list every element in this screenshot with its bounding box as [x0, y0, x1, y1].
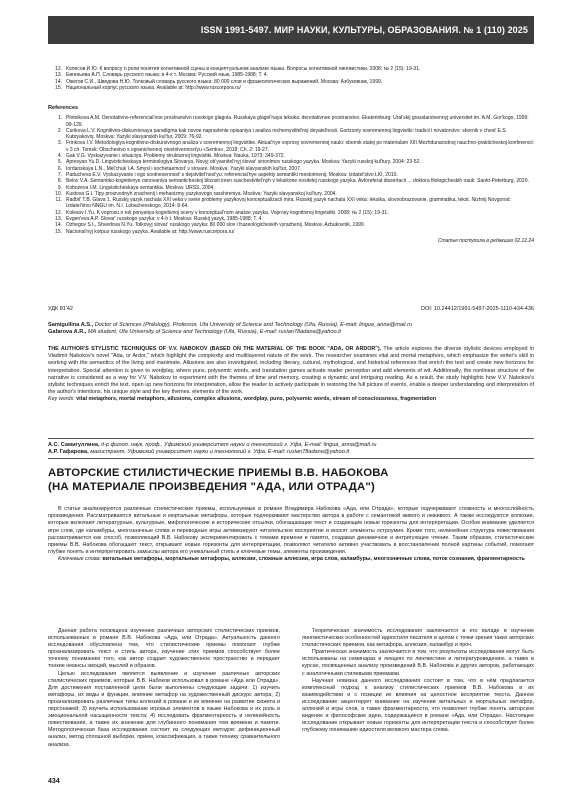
reference-item: 15. Национальный корпус русского языка. Available at: http://www.ruscorpora.ru/	[55, 84, 241, 91]
doi: DOI: 10.24412/1991-5497-2025-1110-434-436	[421, 306, 534, 312]
reference-item: 5. Apresyan Yu.D. Lingvisticheskaya terminologiya Slovarya. Novyj ob'yasnitel'nyj slovar' sinonimov russkogo yazyka. Moskva: Yazyki russkoj kul'tury, 2004: 23-52.	[57, 159, 421, 166]
authors-english	[48, 322, 534, 336]
article-title-russian: АВТОРСКИЕ СТИЛИСТИЧЕСКИЕ ПРИЕМЫ В.В. НАБОКОВА (НА МАТЕРИАЛЕ ПРОИЗВЕДЕНИЯ "АДА, ИЛИ ОТРАДА")	[48, 467, 389, 493]
reference-item: 7. Paducheva E.V. Vyskazyvanie i ego sootnesennost' s dejstvitel'nost'yu: referencial'nye aspekty semantiki mestoimenij. Moskva: Izdatel'stvo LKI, 2010.	[57, 171, 398, 178]
reference-item: 9. Kobozeva I.M. Lingvisticheskaya semantika. Moskva: URSS, 2004.	[57, 184, 215, 191]
reference-item: 12. Колесов И.Ю. К вопросу о роли понятия когнитивной сцены в концептуальном анализе языка. Вопросы когнитивной лингвистики. 2008; № 2 (15): 19-31.	[55, 66, 421, 72]
paragraph: Данная работа посвящена изучению различных авторских стилистических приемов, использованных в романе В.В. Набокова «Ада, или Отрада». Актуальность данного исследования обусловлена тем, что стилистические приемы помогают глубже проанализировать текст и стиль автора, изучение этих приемов способствует более точному пониманию того, как автор создает художественное пространство и передает тонкие нюансы эмоций, мыслей и образов.	[48, 628, 280, 670]
divider	[48, 458, 534, 459]
page-number: 434	[48, 778, 60, 785]
paragraph: Практическая значимость заключается в том, что результаты исследования могут быть использованы на семинарах и лекциях по лингвистике и литературоведению, а также в курсах, посвященных анализу произведений В.В. Набокова и других авторов, работающих с аналогичными стилевыми приемами.	[302, 649, 534, 677]
reference-item: 14. Ожегов С.И., Шведова Н.Ю. Толковый словарь русского языка: 80 000 слов и фразеологических выражений. Москва: Азбуковник, 1999.	[55, 78, 383, 85]
references-list	[48, 115, 534, 235]
reference-item: 13. Evgen'eva A.P. Slovar' russkogo yazyka: v 4-h t. Moskva: Russkij yazyk, 1985-1988; T. 4.	[55, 216, 263, 223]
abstract-russian-body: В статье анализируются различные стилистические приемы, используемые в романе Владимира Набокова «Ада, или Отрада», которые подчеркивают сложность и многослойность произведения. Рассматриваются витальные и мортальные метафоры, которые подчеркивают мастерство автора в работе с семантикой живого и неживого. А также исследуются аллюзии, которые включают литературные, культурные, мифологические и исторические отсылки, обогащающие текст и создающие новые горизонты для интерпретации. Особое внимание уделяется игре слов, где каламбуры, многозначные слова и переводные игры активизируют читательское восприятие и вносят элементы остроумия. Кроме того, нелинейная структура повествования рассматривается как способ, позволяющий В.В. Набокову экспериментировать с темами времени и памяти, создавая динамичное и интригующее чтение. Таким образом, стилистические приемы В.В. Набокова обогащают текст, открывают новые горизонты для интерпретации, позволяют читателю активно участвовать в восстановлении полной картины событий, помогают глубже понять и интерпретировать замыслы автора его уникальный стиль и ключевые темы, элементы произведения.	[48, 506, 534, 556]
reference-item: 3. Frinkova I.V. Metodologiya kognitivno-diskursivnogo analiza v sovremennoj lingvistike. Aktual'nye voprosy sovremennoj nauki: sbornik statej po materialam XIII Mezhdunarodnoj nauchno-prakticheskoj konferencii: v 3 ch. Tomsk: Obschestvo s ogranichennoj otvetstvennosťyu «Sentra», 2018; Ch. 2: 19-27.	[57, 140, 534, 153]
abstract-english-body: THE AUTHOR'S STYLISTIC TECHNIQUES OF V.V. NABOKOV (BASED ON THE MATERIAL OF THE BOOK "ADA, OR ARDOR"). The article explores the diverse stylistic devices employed in Vladimir Nabokov's novel "Ada, or Ardor," which highlight the complexity and multilayered nature of the work. The researcher examines vital and mortal metaphors, which emphasize the writer's skill in working with the semantics of the living and inanimate. Allusions are also investigated, including literary, cultural, mythological, and historical references that enrich the text and create new horizons for interpretation. Special attention is given to wordplay, where puns, polysemic words, and translation games activate reader perception and add elements of wit. Additionally, the nonlinear structure of the narrative is considered as a way for V.V. Nabokov to experiment with the themes of time and memory, creating a dynamic and intriguing reading. As a result, the study highlights how V.V. Nabokov's stylistic techniques enrich the text, open up new horizons for interpretation, allow the reader to actively participate in restoring the full picture of events, enable a deeper understanding and interpretation of the author's intentions, his unique style and the key themes, elements of the work.	[48, 346, 534, 396]
author-line: А.С. Самигуллина, д-р филол. наук, проф., Уфимский университет науки и технологий г. Уфа, E-mail: lingua_anna@mail.ru	[48, 442, 377, 448]
abstract-english	[48, 346, 534, 404]
reference-item: 2. Curikova L.V. Kognitivno-diskursivnaya paradigma kak novoe napravlenie opisaniya i analiza rechemysliteľnoj deyateľnosti. Gorizonty sovremennoj lingvistiki: tradicii i novatorstvo: sbornik v chesť E.S. Kubryakovoj. Moskva: Yazyki slavyanskih kul'tur, 2009: 76-92.	[57, 127, 507, 141]
reference-list-continued	[48, 66, 534, 91]
references-heading: References	[48, 105, 79, 111]
reference-item: 14. Ozhegov S.I., Shvedova N.Yu. Tolkovyj slovar' russkogo yazyka: 80 000 slov i frazeologicheskih vyrazhenij. Moskva: Azbukovnik, 1999.	[55, 222, 366, 229]
journal-page	[48, 0, 534, 800]
references-section	[48, 100, 534, 244]
reference-item: 15. Nacional'nyj korpus russkogo yazyka. Available at: http://www.ruscorpora.ru/	[55, 228, 235, 235]
paragraph: Целью исследования является выявление и изучение различных авторских стилистических приемов, которые В.В. Набоков использовал в романе «Ада или Отрада». Для достижения поставленной цели были выполнены следующие задачи: 1) изучить метафоры, их виды и функции, влияние метафор на художественный дискурс автора; 2) проанализировать различные типы аллюзий в романе и их влияние на развитие сюжета и персонажей; 3) изучить использование игровых элементов в языке Набокова и их роль в эмоциональной насыщенности текста; 4) исследовать фрагментарность и нелинейность повествования, а также их значение для глубинного понимания тем времени и памяти. Методологическая база исследования состоит из следующих методов: дефиниционный анализ, метод сплошной выборки, прием, классификация, а также технику сравнительного анализа.	[48, 670, 280, 748]
journal-header-text: ISSN 1991-5497. МИР НАУКИ, КУЛЬТУРЫ, ОБРАЗОВАНИЯ. № 1 (110) 2025	[200, 25, 528, 35]
reference-item: 13. Евгеньева А.П. Словарь русского языка: в 4-х т. Москва: Русский язык, 1985-1988; Т. 4.	[55, 72, 268, 79]
reference-item: 11. Radbil' T.B. Glava 1. Russkij yazyk nachala XXI veka v svete problemy yazykovoj konceptualizacii mira. Russkij yazyk nachala XXI veka: leksika, slovoobrazovanie, grammatika, tekst. Nizhnij Novgorod: Izdatel'stvo NNGU im. N.I. Lobachevskogo, 2014: 8-64.	[55, 197, 511, 210]
udc-code: УДК 81'42	[48, 306, 73, 312]
keywords-russian: Ключевые слова: витальные метафоры, мортальные метафоры, аллюзии, сложные аллюзии, игра слов, каламбуры, многозначные слова, поток сознания, фрагментарность	[58, 556, 525, 563]
author-line: Gafarova A.R., MA student, Ufa University of Science and Technology (Ufa, Russia), E-mail: ruslan78adana@yahoo.it	[48, 329, 341, 336]
author-line: Samigullina A.S., Doctor of Sciences (Philology), Professor, Ufa University of Science and Technology (Ufa, Russia), E-mail: lingua_anna@mail.ru	[48, 322, 413, 328]
paragraph: Научная новизна данного исследования состоит в том, что в нём предлагается комплексный подход к анализу стилистических приемов В.В. Набокова в их взаимодействии и с позиции их влияния на целостное восприятие текста. Данное исследование акцентирует внимание на изучении витальных и мортальных метафор, аллюзий и игры слов, а также фрагментарности, что позволяет глубже понять авторское видение и философские идеи, содержащиеся в романе «Ада, или Отрада». Настоящее исследование открывает новые горизонты для интерпретации текста и способствует более глубокому пониманию идиостиля великого мастера слова.	[302, 677, 534, 734]
received-date: Статья поступила в редакцию 02.12.24	[437, 237, 534, 244]
reference-item: 8. Belov V.A. Semantiko-kognitivnye osnovaniya semanticheskoj blizosti imen suschestvitel'nyh v leksikone nositelej russkogo yazyka. Avtoreferat dissertacii ... doktora filologicheskih nauk. Sankt-Peterburg, 2020.	[57, 178, 529, 185]
abstract-russian	[48, 506, 534, 564]
article-body	[48, 628, 534, 749]
reference-item: 10. Kustova G.I. Tipy proizvodnyh znachenij i mehanizmy yazykovogo rasshireniya. Moskva: Yazyki slavyanskoj kul'tury, 2004.	[55, 190, 337, 197]
author-line: А.Р. Гафарова, магистрант, Уфимский университет науки и технологий г. Уфа, E-mail: ruslan78adana@yahoo.it	[48, 449, 350, 456]
reference-item: 12. Kolesov I.Yu. K voprosu o roli ponyatiya kognitivnoj sceny v konceptual'nom analize yazyka. Voprosy kognitivnoj lingvistiki. 2008; № 2 (15): 19-31.	[55, 209, 389, 216]
body-column-right	[302, 628, 534, 749]
udc-doi-row	[48, 306, 534, 312]
paragraph: Теоретическая значимость исследования заключается в его вкладе в изучение лингвистических особенностей идиостиля писателя в целом с точки зрения таких авторских стилистических приемов, как метафора, аллюзия, каламбур и проч.	[302, 628, 534, 649]
reference-item: 4. Gak V.G. Vyskazyvanie i situaciya. Problemy strukturnoj lingvistiki. Moskva: Nauka, 1973: 349-372.	[57, 153, 285, 160]
authors-russian	[48, 438, 534, 459]
keywords-english: Key words: vital metaphors, mortal metaphors, allusions, complex allusions, wordplay, puns, polysemic words, stream of consciousness, fragmentation	[48, 396, 437, 403]
divider	[48, 438, 534, 439]
journal-header	[48, 16, 534, 44]
body-column-left	[48, 628, 280, 749]
reference-item: 6. Iordanskaya L.N., Mel'chuk I.A. Smysl i sochetaemost' v slovare. Moskva: Yazyki slavyanskih kul'tur, 2007.	[57, 165, 302, 172]
reference-item: 1. Plotnikova A.M. Denotativno-referencial'noe prostranstvo russkogo glagola. Russkaya glagol'naya leksika: denotativnoe prostranstvo. Ekaterinburg: Ural'skij gosudarstvennyj universitet im. A.M. Gor'kogo, 1999: 99-139.	[57, 115, 529, 128]
article-title-english: THE AUTHOR'S STYLISTIC TECHNIQUES OF V.V. NABOKOV (BASED ON THE MATERIAL OF THE BOOK "ADA, OR ARDOR").	[48, 346, 382, 352]
